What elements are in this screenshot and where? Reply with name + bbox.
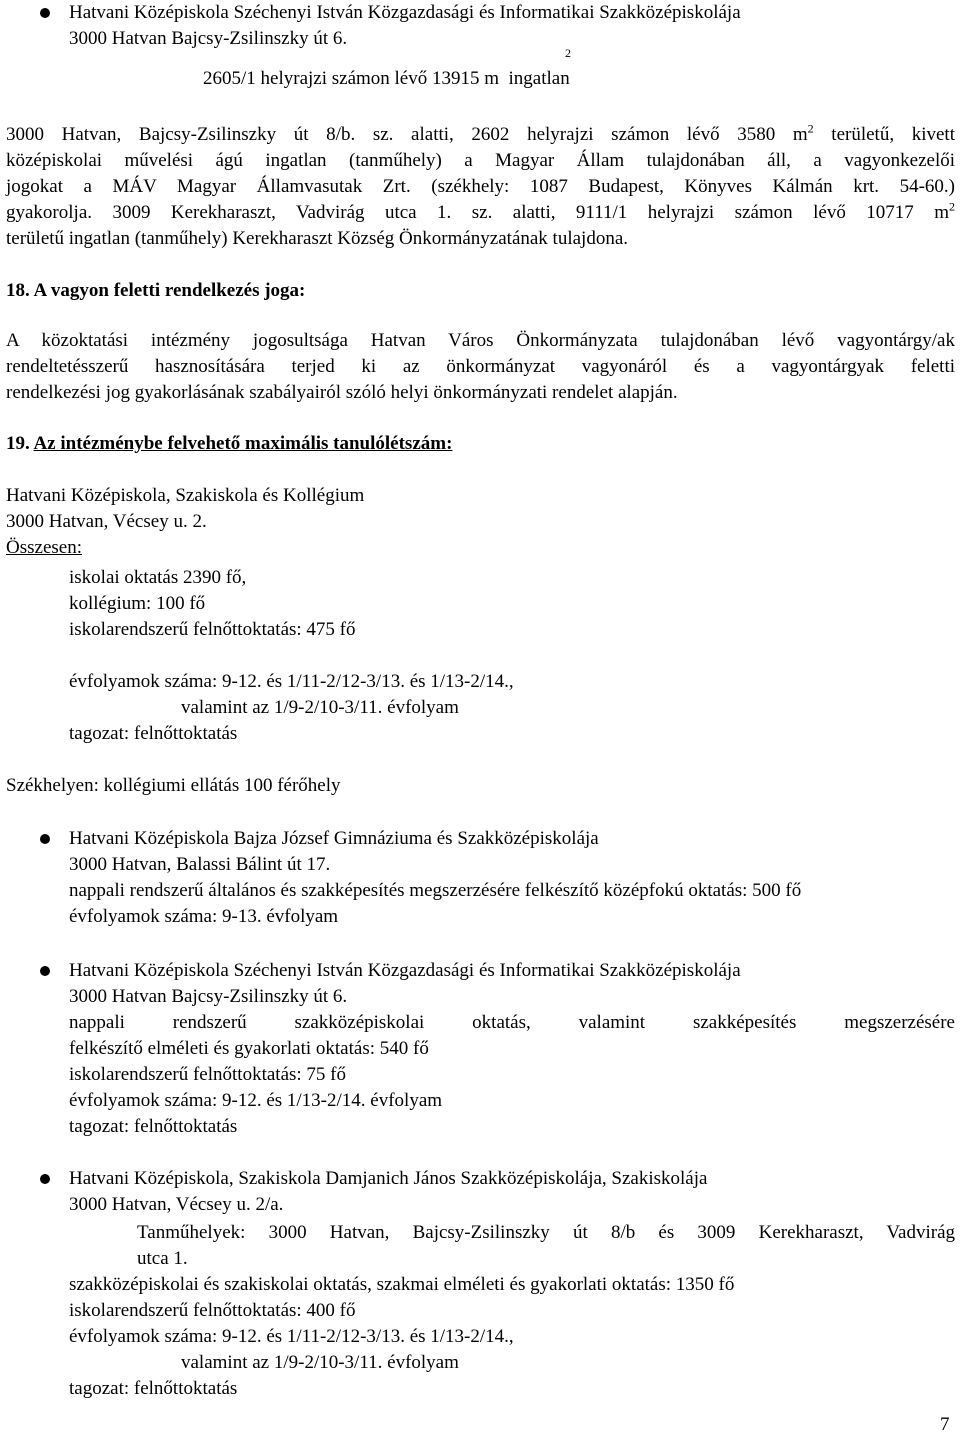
school-1-address: 3000 Hatvan, Balassi Bálint út 17.: [69, 854, 331, 875]
property-line-5: területű ingatlan (tanműhely) Kerekharaszt Község Önkormányzatának tulajdona.: [6, 228, 629, 249]
bullet-icon: [40, 966, 50, 976]
property-line-2: középiskolai művelési ágú ingatlan (tanműhely) a Magyar Állam tulajdonában áll, a vagyonkezelői: [6, 150, 955, 171]
school-3-line-2: iskolarendszerű felnőttoktatás: 400 fő: [69, 1300, 356, 1321]
seat-line: Székhelyen: kollégiumi ellátás 100 férőhely: [6, 775, 341, 796]
school-3-line-4: valamint az 1/9-2/10-3/11. évfolyam: [181, 1352, 459, 1373]
section-19-heading: 19. Az intézménybe felvehető maximális tanulólétszám:: [6, 433, 453, 454]
school-address: 3000 Hatvan Bajcsy-Zsilinszky út 6.: [69, 28, 348, 49]
school-3-name: Hatvani Középiskola, Szakiskola Damjanich János Szakközépiskolája, Szakiskolája: [69, 1168, 708, 1189]
section-18-heading: 18. A vagyon feletti rendelkezés joga:: [6, 280, 306, 301]
dormitory-count: kollégium: 100 fő: [69, 593, 206, 614]
property-line-1: 3000 Hatvan, Bajcsy-Zsilinszky út 8/b. sz. alatti, 2602 helyrajzi számon lévő 3580 $m^2$ területű, kivett: [6, 121, 955, 145]
institution-name: Hatvani Középiskola, Szakiskola és Kollégium: [6, 485, 365, 506]
school-3-line-3: évfolyamok száma: 9-12. és 1/11-2/12-3/13. és 1/13-2/14.,: [69, 1326, 514, 1347]
school-1-name: Hatvani Középiskola Bajza József Gimnáziuma és Szakközépiskolája: [69, 828, 599, 849]
school-1-line-2: évfolyamok száma: 9-13. évfolyam: [69, 906, 339, 927]
bullet-icon: [40, 834, 50, 844]
section-18-line-3: rendelkezési jog gyakorlásának szabályairól szóló helyi önkormányzati rendelet alapján.: [6, 382, 678, 403]
section-18-line-1: A közoktatási intézmény jogosultsága Hatvan Város Önkormányzata tulajdonában lévő vagyontárgy/ak: [6, 330, 955, 351]
school-2-line-5: tagozat: felnőttoktatás: [69, 1116, 238, 1137]
bullet-icon: [40, 8, 50, 18]
school-2-address: 3000 Hatvan Bajcsy-Zsilinszky út 6.: [69, 986, 348, 1007]
bullet-icon: [40, 1174, 50, 1184]
parcel-superscript: 2: [565, 46, 571, 60]
parcel-line: 2605/1 helyrajzi számon lévő 13915 m ingatlan: [203, 68, 570, 89]
school-3-workshops-2: utca 1.: [137, 1248, 188, 1269]
school-2-line-3: iskolarendszerű felnőttoktatás: 75 fő: [69, 1064, 347, 1085]
school-2-line-2: felkészítő elméleti és gyakorlati oktatás: 540 fő: [69, 1038, 429, 1059]
school-3-line-1: szakközépiskolai és szakiskolai oktatás, szakmai elméleti és gyakorlati oktatás: 1350 fő: [69, 1274, 735, 1295]
division-line: tagozat: felnőttoktatás: [69, 723, 238, 744]
section-18-line-2: rendeltetésszerű hasznosítására terjed ki az önkormányzat vagyonáról és a vagyontárgyak feletti: [6, 356, 955, 377]
total-label: Összesen:: [6, 537, 82, 558]
institution-address: 3000 Hatvan, Vécsey u. 2.: [6, 511, 207, 532]
school-name: Hatvani Középiskola Széchenyi István Közgazdasági és Informatikai Szakközépiskolája: [69, 2, 741, 23]
adult-education-count: iskolarendszerű felnőttoktatás: 475 fő: [69, 619, 356, 640]
school-3-workshops-1: Tanműhelyek: 3000 Hatvan, Bajcsy-Zsilinszky út 8/b és 3009 Kerekharaszt, Vadvirág: [137, 1222, 955, 1243]
grades-line-2: valamint az 1/9-2/10-3/11. évfolyam: [181, 697, 459, 718]
school-3-line-5: tagozat: felnőttoktatás: [69, 1378, 238, 1399]
school-2-line-4: évfolyamok száma: 9-12. és 1/13-2/14. évfolyam: [69, 1090, 443, 1111]
school-3-address: 3000 Hatvan, Vécsey u. 2/a.: [69, 1194, 284, 1215]
property-line-4: gyakorolja. 3009 Kerekharaszt, Vadvirág utca 1. sz. alatti, 9111/1 helyrajzi számon lévő 10717 $m^2$: [6, 199, 955, 223]
page-number: 7: [940, 1414, 950, 1435]
property-line-3: jogokat a MÁV Magyar Államvasutak Zrt. (székhely: 1087 Budapest, Könyves Kálmán krt. 54-60.): [6, 176, 955, 197]
school-education-count: iskolai oktatás 2390 fő,: [69, 567, 247, 588]
grades-line-1: évfolyamok száma: 9-12. és 1/11-2/12-3/13. és 1/13-2/14.,: [69, 671, 514, 692]
school-2-name: Hatvani Középiskola Széchenyi István Közgazdasági és Informatikai Szakközépiskolája: [69, 960, 741, 981]
school-2-line-1: nappali rendszerű szakközépiskolai oktatás, valamint szakképesítés megszerzésére: [69, 1012, 955, 1033]
school-1-line-1: nappali rendszerű általános és szakképesítés megszerzésére felkészítő középfokú oktatás: 500 fő: [69, 880, 802, 901]
